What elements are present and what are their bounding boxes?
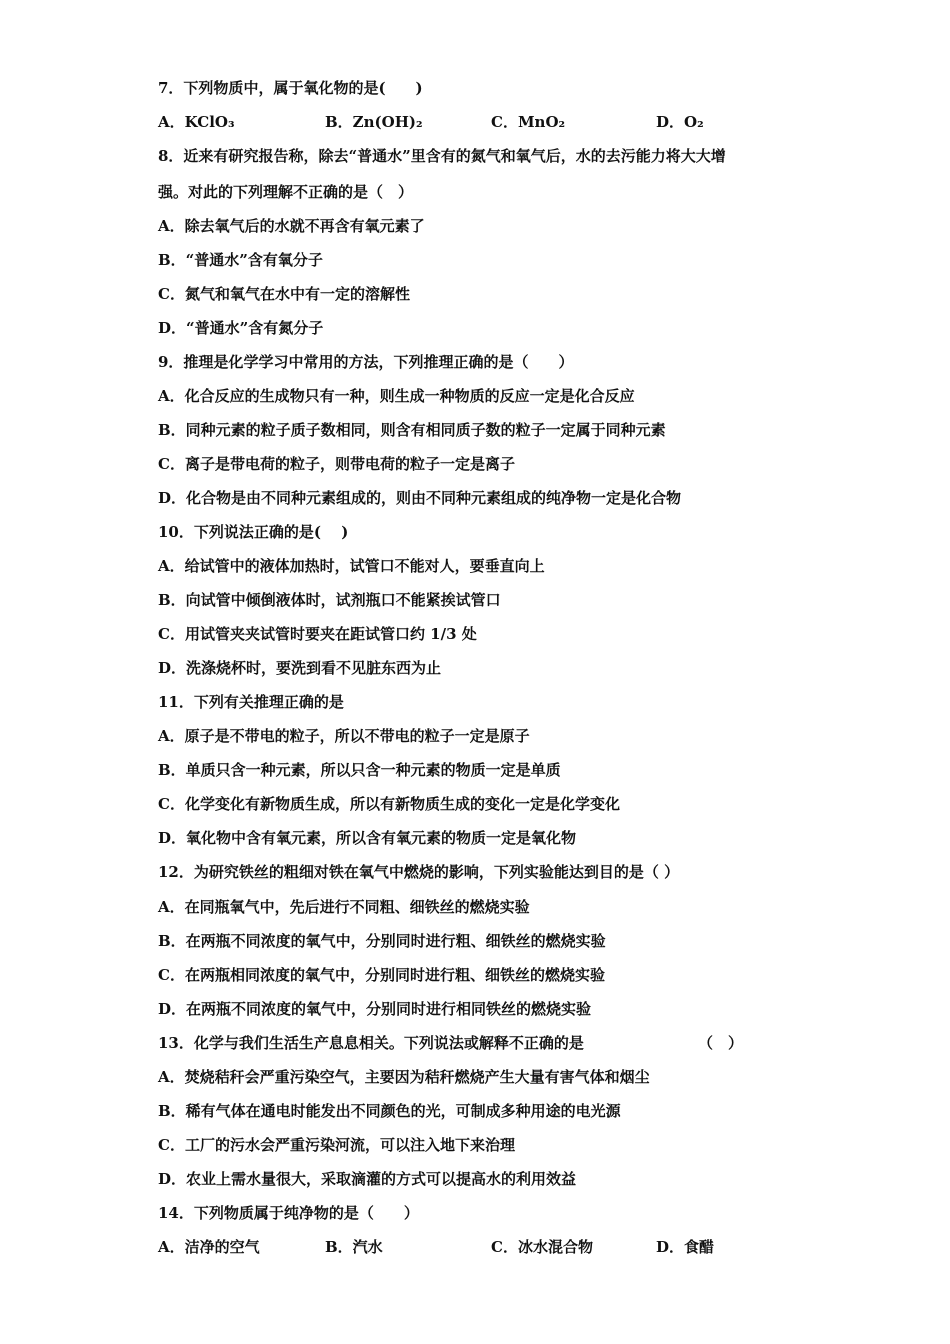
q12-option-b: B．在两瓶不同浓度的氧气中，分别同时进行粗、细铁丝的燃烧实验 — [158, 932, 606, 950]
q13-option-d: D．农业上需水量很大，采取滴灌的方式可以提高水的利用效益 — [158, 1170, 577, 1188]
q11-option-b: B．单质只含一种元素，所以只含一种元素的物质一定是单质 — [158, 761, 561, 779]
q14-option-c: C．冰水混合物 — [491, 1238, 593, 1256]
q14-options — [158, 1237, 778, 1257]
q7-options — [158, 112, 778, 132]
q13-option-c: C．工厂的污水会严重污染河流，可以注入地下来治理 — [158, 1136, 515, 1154]
q10-option-b: B．向试管中倾倒液体时，试剂瓶口不能紧挨试管口 — [158, 591, 501, 609]
q11-option-d: D．氧化物中含有氧元素，所以含有氧元素的物质一定是氧化物 — [158, 829, 577, 847]
q8-stem-line1: 8．近来有研究报告称，除去“普通水”里含有的氮气和氧气后，水的去污能力将大大增 — [158, 147, 726, 165]
q7-option-c: C．MnO₂ — [491, 113, 566, 131]
q9-option-d: D．化合物是由不同种元素组成的，则由不同种元素组成的纯净物一定是化合物 — [158, 489, 682, 507]
q11-stem: 11．下列有关推理正确的是 — [158, 693, 344, 711]
q14-option-a: A．洁净的空气 — [158, 1238, 260, 1256]
q12-option-d: D．在两瓶不同浓度的氧气中，分别同时进行相同铁丝的燃烧实验 — [158, 1000, 592, 1018]
q13-answer-paren: （ ） — [698, 1034, 744, 1052]
q12-stem: 12．为研究铁丝的粗细对铁在氧气中燃烧的影响，下列实验能达到目的是（ ） — [158, 863, 680, 881]
q7-option-d: D．O₂ — [656, 113, 704, 131]
q13-stem: 13．化学与我们生活生产息息相关。下列说法或解释不正确的是 — [158, 1034, 584, 1052]
q10-option-c: C．用试管夹夹试管时要夹在距试管口约 1/3 处 — [158, 625, 477, 643]
q10-stem: 10．下列说法正确的是( ) — [158, 523, 349, 541]
q13-option-a: A．焚烧秸秆会严重污染空气，主要因为秸秆燃烧产生大量有害气体和烟尘 — [158, 1068, 650, 1086]
q8-option-a: A．除去氧气后的水就不再含有氧元素了 — [158, 217, 425, 235]
q10-option-a: A．给试管中的液体加热时，试管口不能对人，要垂直向上 — [158, 557, 545, 575]
q7-option-a: A．KClO₃ — [158, 113, 235, 131]
q7-option-b: B．Zn(OH)₂ — [325, 113, 423, 131]
q11-option-a: A．原子是不带电的粒子，所以不带电的粒子一定是原子 — [158, 727, 530, 745]
q14-option-b: B．汽水 — [325, 1238, 383, 1256]
q12-option-a: A．在同瓶氧气中，先后进行不同粗、细铁丝的燃烧实验 — [158, 898, 530, 916]
q9-stem: 9．推理是化学学习中常用的方法，下列推理正确的是（ ） — [158, 353, 574, 371]
q14-option-d: D．食醋 — [656, 1238, 715, 1256]
q9-option-c: C．离子是带电荷的粒子，则带电荷的粒子一定是离子 — [158, 455, 515, 473]
q8-option-c: C．氮气和氧气在水中有一定的溶解性 — [158, 285, 410, 303]
q12-option-c: C．在两瓶相同浓度的氧气中，分别同时进行粗、细铁丝的燃烧实验 — [158, 966, 605, 984]
q13-stem-row — [158, 1033, 778, 1053]
q14-stem: 14．下列物质属于纯净物的是（ ） — [158, 1204, 419, 1222]
q9-option-a: A．化合反应的生成物只有一种，则生成一种物质的反应一定是化合反应 — [158, 387, 635, 405]
q9-option-b: B．同种元素的粒子质子数相同，则含有相同质子数的粒子一定属于同种元素 — [158, 421, 666, 439]
q8-option-d: D．“普通水”含有氮分子 — [158, 319, 324, 337]
q10-option-d: D．洗涤烧杯时，要洗到看不见脏东西为止 — [158, 659, 442, 677]
q8-stem-line2: 强。对此的下列理解不正确的是（ ） — [158, 183, 414, 201]
q11-option-c: C．化学变化有新物质生成，所以有新物质生成的变化一定是化学变化 — [158, 795, 620, 813]
q13-option-b: B．稀有气体在通电时能发出不同颜色的光，可制成多种用途的电光源 — [158, 1102, 621, 1120]
q8-option-b: B．“普通水”含有氧分子 — [158, 251, 323, 269]
q7-stem: 7．下列物质中，属于氧化物的是( ) — [158, 79, 423, 97]
